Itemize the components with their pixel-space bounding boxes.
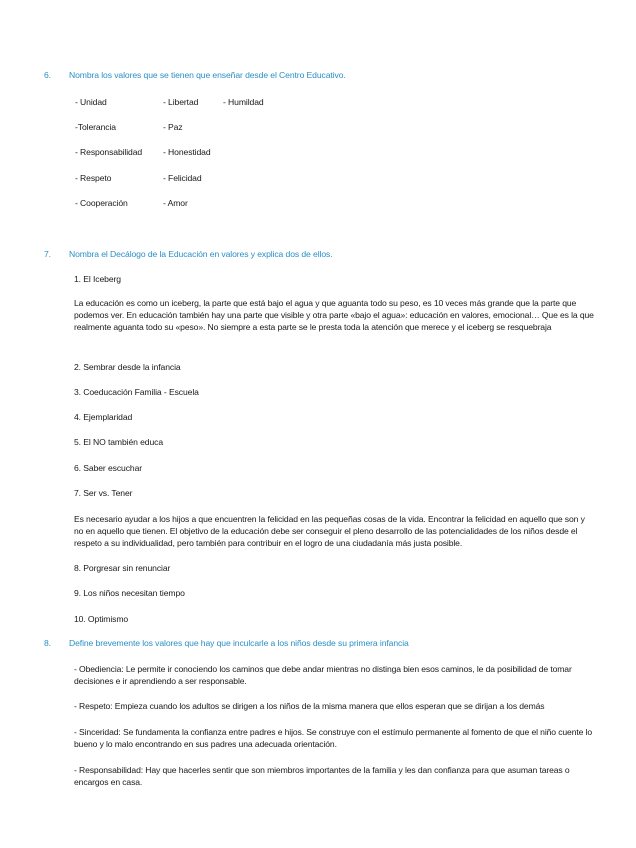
question-title: Nombra el Decálogo de la Educación en valores y explica dos de ellos. bbox=[69, 249, 333, 259]
value-item: - Responsabilidad bbox=[75, 147, 143, 157]
question-8-heading bbox=[44, 638, 409, 648]
value-item: - Cooperación bbox=[75, 198, 128, 208]
decalogue-item: 1. El Iceberg bbox=[74, 274, 121, 284]
ser-vs-tener-explanation: Es necesario ayudar a los hijos a que encuentren la felicidad en las pequeñas cosas de la vida. Encontrar la felicidad en aquello que son y no en aquello que tienen. El objetivo de la educación debe ser conseguir el pleno desarrollo de las potencialidades de los niños desde el respeto a su individualidad, pero también para contribuir en el logro de una ciudadanía más justa posible. bbox=[74, 514, 585, 548]
question-title: Nombra los valores que se tienen que enseñar desde el Centro Educativo. bbox=[69, 70, 346, 80]
decalogue-item: 4. Ejemplaridad bbox=[74, 412, 133, 422]
iceberg-explanation: La educación es como un iceberg, la parte que está bajo el agua y que aguanta todo su peso, es 10 veces más grande que la parte que podemos ver. En educación también hay una parte que visible y otra parte «bajo el agua»: educación en valores, emocional… Que es la que realmente aguanta todo su «peso». No siempre a esta parte se le presta toda la atención que merece y el iceberg se resquebraja bbox=[74, 298, 594, 332]
value-definition: - Obediencia: Le permite ir conociendo los caminos que debe andar mientras no distinga bien esos caminos, le da posibilidad de tomar decisiones e ir aprendiendo a ser responsable. bbox=[74, 664, 572, 686]
value-item: - Respeto bbox=[75, 173, 112, 183]
value-item: - Unidad bbox=[75, 97, 107, 107]
question-6-heading bbox=[44, 70, 346, 80]
value-definition: - Responsabilidad: Hay que hacerles sentir que son miembros importantes de la familia y les dan confianza para que asuman tareas o encargos en casa. bbox=[74, 765, 570, 787]
question-title: Define brevemente los valores que hay que inculcarle a los niños desde su primera infancia bbox=[69, 638, 409, 648]
question-number: 6. bbox=[44, 70, 51, 80]
value-item: - Humildad bbox=[223, 97, 264, 107]
value-definition: - Respeto: Empieza cuando los adultos se dirigen a los niños de la misma manera que ellos esperan que se dirijan a los demás bbox=[74, 701, 545, 711]
question-number: 7. bbox=[44, 249, 51, 259]
decalogue-item: 7. Ser vs. Tener bbox=[74, 488, 133, 498]
value-item: - Felicidad bbox=[163, 173, 202, 183]
value-item: - Libertad bbox=[163, 97, 199, 107]
decalogue-item: 2. Sembrar desde la infancia bbox=[74, 362, 181, 372]
value-item: - Honestidad bbox=[163, 147, 211, 157]
value-item: - Paz bbox=[163, 122, 183, 132]
decalogue-item: 10. Optimismo bbox=[74, 614, 129, 624]
value-item: - Amor bbox=[163, 198, 188, 208]
question-7-heading bbox=[44, 249, 332, 259]
decalogue-item: 3. Coeducación Familia - Escuela bbox=[74, 387, 199, 397]
decalogue-item: 8. Porgresar sin renunciar bbox=[74, 563, 171, 573]
decalogue-item: 5. El NO también educa bbox=[74, 437, 164, 447]
value-item: -Tolerancia bbox=[75, 122, 116, 132]
question-number: 8. bbox=[44, 638, 51, 648]
value-definition: - Sinceridad: Se fundamenta la confianza entre padres e hijos. Se construye con el estímulo permanente al fomento de que el niño cuente lo bueno y lo malo encontrando en sus padres una adecuada orientación. bbox=[74, 727, 593, 749]
decalogue-item: 6. Saber escuchar bbox=[74, 463, 143, 473]
decalogue-item: 9. Los niños necesitan tiempo bbox=[74, 588, 185, 598]
